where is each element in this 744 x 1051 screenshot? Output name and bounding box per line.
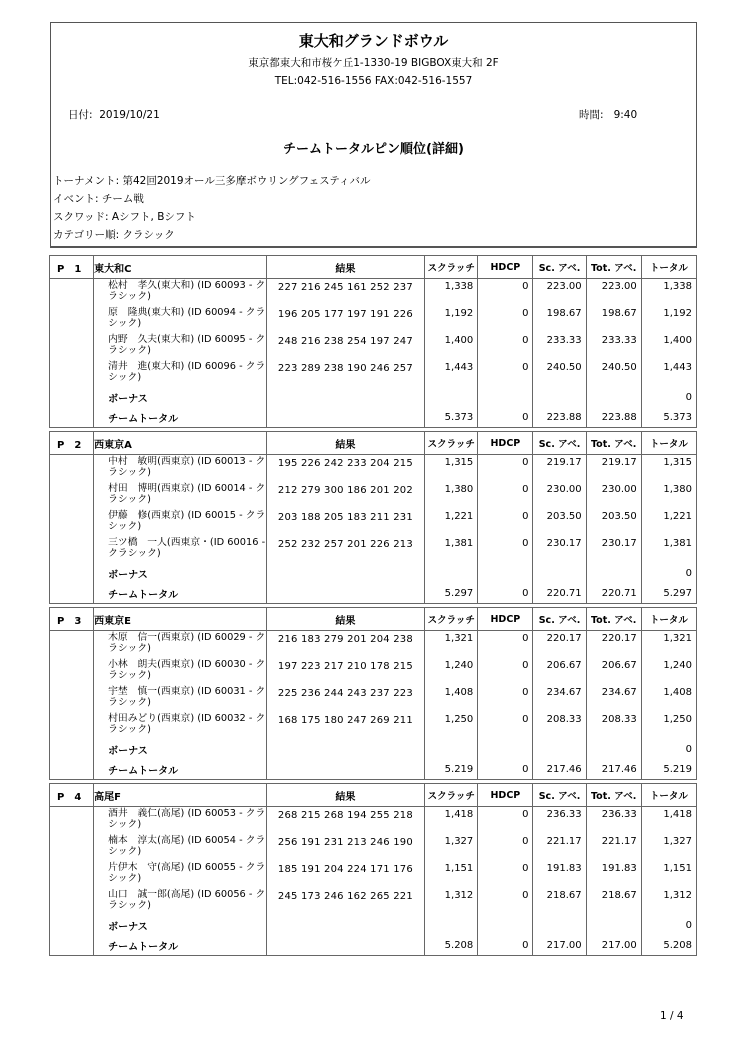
player-total: 1,221 — [641, 509, 696, 536]
col-tot-avg: Tot. アベ. — [586, 432, 641, 455]
bonus-row — [50, 387, 697, 407]
col-result: 結果 — [266, 256, 424, 279]
player-hdcp: 0 — [478, 888, 533, 915]
tournament-line: トーナメント: 第42回2019オール三多摩ボウリングフェスティバル — [53, 175, 371, 187]
team-table — [49, 431, 697, 604]
player-scratch: 1,338 — [425, 279, 478, 307]
bonus-label: ボーナス — [94, 563, 267, 583]
team-total-row — [50, 407, 697, 428]
player-sc-avg: 208.33 — [533, 712, 586, 739]
team-name: 西東京A — [94, 432, 267, 455]
col-tot-avg: Tot. アベ. — [586, 784, 641, 807]
player-sc-avg: 220.17 — [533, 631, 586, 659]
player-tot-avg: 206.67 — [586, 658, 641, 685]
player-row — [50, 455, 697, 483]
team-name: 高尾F — [94, 784, 267, 807]
bonus-value: 0 — [641, 915, 696, 935]
player-hdcp: 0 — [478, 279, 533, 307]
team-total-sc-avg: 217.46 — [533, 759, 586, 780]
player-tot-avg: 218.67 — [586, 888, 641, 915]
col-scratch: スクラッチ — [425, 784, 478, 807]
player-tot-avg: 219.17 — [586, 455, 641, 483]
col-total: トータル — [641, 256, 696, 279]
time-line — [579, 107, 637, 122]
col-scratch: スクラッチ — [425, 256, 478, 279]
team-total-row — [50, 759, 697, 780]
player-row — [50, 631, 697, 659]
player-row — [50, 712, 697, 739]
player-hdcp: 0 — [478, 807, 533, 835]
team-total-total: 5.297 — [641, 583, 696, 604]
player-name: 中村 敏明(西東京) (ID 60013 - クラシック) — [94, 455, 267, 483]
player-hdcp: 0 — [478, 712, 533, 739]
team-total-scratch: 5.219 — [425, 759, 478, 780]
player-name: 小林 朗夫(西東京) (ID 60030 - クラシック) — [94, 658, 267, 685]
player-total: 1,443 — [641, 360, 696, 387]
player-sc-avg: 240.50 — [533, 360, 586, 387]
team-total-tot-avg: 223.88 — [586, 407, 641, 428]
date-value: 2019/10/21 — [99, 109, 160, 121]
player-sc-avg: 223.00 — [533, 279, 586, 307]
player-tot-avg: 230.17 — [586, 536, 641, 563]
team-total-tot-avg: 217.46 — [586, 759, 641, 780]
bonus-row — [50, 563, 697, 583]
player-name: 三ツ橋 一人(西東京・(ID 60016 - クラシック) — [94, 536, 267, 563]
player-games: 245 173 246 162 265 221 — [266, 888, 424, 915]
team-total-hdcp: 0 — [478, 935, 533, 956]
player-hdcp: 0 — [478, 360, 533, 387]
player-sc-avg: 219.17 — [533, 455, 586, 483]
player-row — [50, 360, 697, 387]
bonus-row — [50, 739, 697, 759]
player-total: 1,240 — [641, 658, 696, 685]
col-tot-avg: Tot. アベ. — [586, 608, 641, 631]
player-tot-avg: 234.67 — [586, 685, 641, 712]
col-sc-avg: Sc. アベ. — [533, 432, 586, 455]
event-line: イベント: チーム戦 — [53, 193, 144, 205]
team-total-sc-avg: 217.00 — [533, 935, 586, 956]
player-games: 268 215 268 194 255 218 — [266, 807, 424, 835]
bonus-row — [50, 915, 697, 935]
team-total-hdcp: 0 — [478, 583, 533, 604]
team-total-label: チームトータル — [94, 759, 267, 780]
team-total-scratch: 5.373 — [425, 407, 478, 428]
col-hdcp: HDCP — [478, 608, 533, 631]
col-hdcp: HDCP — [478, 784, 533, 807]
player-scratch: 1,151 — [425, 861, 478, 888]
player-games: 252 232 257 201 226 213 — [266, 536, 424, 563]
player-total: 1,380 — [641, 482, 696, 509]
player-games: 185 191 204 224 171 176 — [266, 861, 424, 888]
bonus-label: ボーナス — [94, 387, 267, 407]
team-total-label: チームトータル — [94, 407, 267, 428]
player-row — [50, 509, 697, 536]
player-scratch: 1,240 — [425, 658, 478, 685]
col-sc-avg: Sc. アベ. — [533, 784, 586, 807]
team-name: 西東京E — [94, 608, 267, 631]
player-games: 196 205 177 197 191 226 — [266, 306, 424, 333]
player-hdcp: 0 — [478, 861, 533, 888]
report-title: チームトータルピン順位(詳細) — [283, 142, 464, 157]
player-games: 223 289 238 190 246 257 — [266, 360, 424, 387]
player-hdcp: 0 — [478, 685, 533, 712]
player-row — [50, 888, 697, 915]
player-games: 227 216 245 161 252 237 — [266, 279, 424, 307]
player-tot-avg: 203.50 — [586, 509, 641, 536]
bonus-label: ボーナス — [94, 739, 267, 759]
player-scratch: 1,418 — [425, 807, 478, 835]
player-name: 内野 久夫(東大和) (ID 60095 - クラシック) — [94, 333, 267, 360]
player-hdcp: 0 — [478, 536, 533, 563]
player-tot-avg: 230.00 — [586, 482, 641, 509]
player-games: 225 236 244 243 237 223 — [266, 685, 424, 712]
player-hdcp: 0 — [478, 482, 533, 509]
player-row — [50, 536, 697, 563]
player-name: 木原 信一(西東京) (ID 60029 - クラシック) — [94, 631, 267, 659]
col-tot-avg: Tot. アベ. — [586, 256, 641, 279]
player-row — [50, 482, 697, 509]
player-games: 195 226 242 233 204 215 — [266, 455, 424, 483]
bonus-value: 0 — [641, 563, 696, 583]
category-line: カテゴリー順: クラシック — [53, 229, 175, 241]
player-scratch: 1,315 — [425, 455, 478, 483]
player-name: 原 隆典(東大和) (ID 60094 - クラシック) — [94, 306, 267, 333]
team-total-hdcp: 0 — [478, 407, 533, 428]
player-name: 松村 孝久(東大和) (ID 60093 - クラシック) — [94, 279, 267, 307]
team-total-sc-avg: 223.88 — [533, 407, 586, 428]
team-total-total: 5.208 — [641, 935, 696, 956]
col-scratch: スクラッチ — [425, 432, 478, 455]
player-name: 山口 誠一郎(高尾) (ID 60056 - クラシック) — [94, 888, 267, 915]
team-total-tot-avg: 217.00 — [586, 935, 641, 956]
player-row — [50, 658, 697, 685]
player-total: 1,312 — [641, 888, 696, 915]
player-sc-avg: 198.67 — [533, 306, 586, 333]
player-tot-avg: 240.50 — [586, 360, 641, 387]
team-table — [49, 255, 697, 428]
player-scratch: 1,408 — [425, 685, 478, 712]
player-games: 197 223 217 210 178 215 — [266, 658, 424, 685]
player-name: 酒井 義仁(高尾) (ID 60053 - クラシック) — [94, 807, 267, 835]
col-result: 結果 — [266, 608, 424, 631]
team-total-row — [50, 583, 697, 604]
team-total-row — [50, 935, 697, 956]
player-total: 1,400 — [641, 333, 696, 360]
player-tot-avg: 233.33 — [586, 333, 641, 360]
player-scratch: 1,250 — [425, 712, 478, 739]
player-total: 1,192 — [641, 306, 696, 333]
player-total: 1,381 — [641, 536, 696, 563]
player-scratch: 1,312 — [425, 888, 478, 915]
player-scratch: 1,221 — [425, 509, 478, 536]
player-games: 168 175 180 247 269 211 — [266, 712, 424, 739]
player-row — [50, 807, 697, 835]
team-rank: P 2 — [50, 432, 94, 455]
team-rank: P 4 — [50, 784, 94, 807]
player-name: 宇埜 慎一(西東京) (ID 60031 - クラシック) — [94, 685, 267, 712]
time-value: 9:40 — [613, 109, 638, 121]
header-divider — [50, 247, 697, 248]
team-total-scratch: 5.297 — [425, 583, 478, 604]
team-total-tot-avg: 220.71 — [586, 583, 641, 604]
player-total: 1,321 — [641, 631, 696, 659]
player-sc-avg: 206.67 — [533, 658, 586, 685]
player-scratch: 1,380 — [425, 482, 478, 509]
player-tot-avg: 220.17 — [586, 631, 641, 659]
player-sc-avg: 233.33 — [533, 333, 586, 360]
player-total: 1,408 — [641, 685, 696, 712]
team-total-total: 5.373 — [641, 407, 696, 428]
date-label: 日付: — [68, 109, 93, 121]
player-tot-avg: 191.83 — [586, 861, 641, 888]
player-sc-avg: 191.83 — [533, 861, 586, 888]
team-name: 東大和C — [94, 256, 267, 279]
bonus-value: 0 — [641, 739, 696, 759]
player-hdcp: 0 — [478, 333, 533, 360]
col-sc-avg: Sc. アベ. — [533, 608, 586, 631]
time-label: 時間: — [579, 109, 604, 121]
bonus-label: ボーナス — [94, 915, 267, 935]
player-sc-avg: 203.50 — [533, 509, 586, 536]
col-result: 結果 — [266, 432, 424, 455]
player-tot-avg: 236.33 — [586, 807, 641, 835]
bonus-value: 0 — [641, 387, 696, 407]
team-table — [49, 783, 697, 956]
player-hdcp: 0 — [478, 658, 533, 685]
player-scratch: 1,381 — [425, 536, 478, 563]
team-total-label: チームトータル — [94, 583, 267, 604]
player-total: 1,418 — [641, 807, 696, 835]
team-total-hdcp: 0 — [478, 759, 533, 780]
player-sc-avg: 234.67 — [533, 685, 586, 712]
player-sc-avg: 218.67 — [533, 888, 586, 915]
team-table — [49, 607, 697, 780]
player-games: 203 188 205 183 211 231 — [266, 509, 424, 536]
player-scratch: 1,443 — [425, 360, 478, 387]
player-name: 村田 博明(西東京) (ID 60014 - クラシック) — [94, 482, 267, 509]
player-row — [50, 861, 697, 888]
team-total-label: チームトータル — [94, 935, 267, 956]
player-hdcp: 0 — [478, 631, 533, 659]
player-tot-avg: 198.67 — [586, 306, 641, 333]
player-tot-avg: 208.33 — [586, 712, 641, 739]
player-name: 片伊木 守(高尾) (ID 60055 - クラシック) — [94, 861, 267, 888]
player-games: 248 216 238 254 197 247 — [266, 333, 424, 360]
player-sc-avg: 221.17 — [533, 834, 586, 861]
player-games: 212 279 300 186 201 202 — [266, 482, 424, 509]
player-tot-avg: 223.00 — [586, 279, 641, 307]
player-row — [50, 333, 697, 360]
center-address: 東京都東大和市桜ケ丘1-1330-19 BIGBOX東大和 2F — [248, 57, 499, 69]
col-scratch: スクラッチ — [425, 608, 478, 631]
player-scratch: 1,400 — [425, 333, 478, 360]
player-games: 216 183 279 201 204 238 — [266, 631, 424, 659]
squad-line: スクワッド: Aシフト, Bシフト — [53, 211, 196, 223]
center-phone-fax: TEL:042-516-1556 FAX:042-516-1557 — [274, 75, 473, 87]
player-name: 伊藤 修(西東京) (ID 60015 - クラシック) — [94, 509, 267, 536]
player-total: 1,327 — [641, 834, 696, 861]
team-total-scratch: 5.208 — [425, 935, 478, 956]
player-scratch: 1,192 — [425, 306, 478, 333]
player-total: 1,250 — [641, 712, 696, 739]
page-number: 1 / 4 — [660, 1010, 684, 1022]
col-total: トータル — [641, 432, 696, 455]
player-sc-avg: 230.17 — [533, 536, 586, 563]
player-row — [50, 279, 697, 307]
player-name: 楠本 淳太(高尾) (ID 60054 - クラシック) — [94, 834, 267, 861]
col-sc-avg: Sc. アベ. — [533, 256, 586, 279]
player-total: 1,338 — [641, 279, 696, 307]
player-row — [50, 306, 697, 333]
col-total: トータル — [641, 608, 696, 631]
player-scratch: 1,327 — [425, 834, 478, 861]
col-total: トータル — [641, 784, 696, 807]
center-name: 東大和グランドボウル — [298, 32, 449, 50]
player-row — [50, 834, 697, 861]
player-hdcp: 0 — [478, 455, 533, 483]
player-name: 清井 進(東大和) (ID 60096 - クラシック) — [94, 360, 267, 387]
player-hdcp: 0 — [478, 834, 533, 861]
player-games: 256 191 231 213 246 190 — [266, 834, 424, 861]
col-hdcp: HDCP — [478, 432, 533, 455]
player-sc-avg: 230.00 — [533, 482, 586, 509]
team-rank: P 3 — [50, 608, 94, 631]
team-total-total: 5.219 — [641, 759, 696, 780]
date-line — [68, 107, 160, 122]
team-total-sc-avg: 220.71 — [533, 583, 586, 604]
player-total: 1,151 — [641, 861, 696, 888]
player-hdcp: 0 — [478, 306, 533, 333]
col-hdcp: HDCP — [478, 256, 533, 279]
team-rank: P 1 — [50, 256, 94, 279]
player-name: 村田みどり(西東京) (ID 60032 - クラシック) — [94, 712, 267, 739]
col-result: 結果 — [266, 784, 424, 807]
player-scratch: 1,321 — [425, 631, 478, 659]
player-hdcp: 0 — [478, 509, 533, 536]
player-row — [50, 685, 697, 712]
player-sc-avg: 236.33 — [533, 807, 586, 835]
player-tot-avg: 221.17 — [586, 834, 641, 861]
player-total: 1,315 — [641, 455, 696, 483]
